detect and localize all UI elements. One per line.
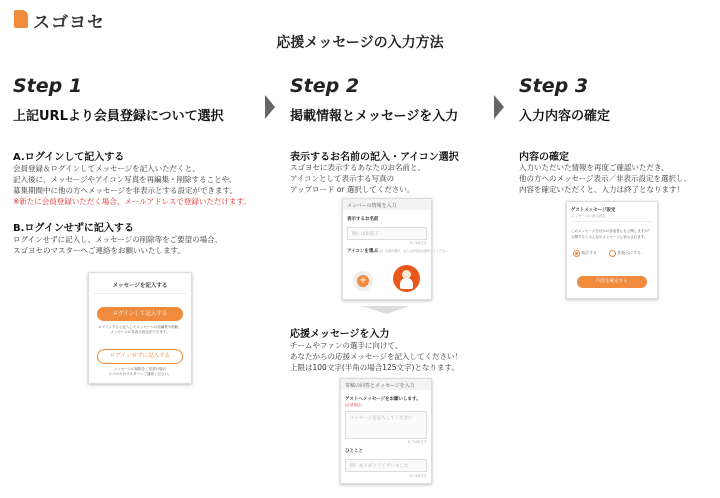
message-textarea[interactable] <box>345 411 427 439</box>
hide-option-label: 非表示にする <box>617 250 641 255</box>
confirm-description <box>519 162 691 195</box>
text-line: 記入後に、メッセージやアイコン写真を再編集・削除することや、 <box>13 175 237 184</box>
login-note: ログインすると記入したメッセージの再編集や削除、 <box>98 325 182 329</box>
icon-upload-slot[interactable] <box>353 271 373 291</box>
message-title: 応援メッセージを入力 <box>290 329 390 340</box>
name-input[interactable] <box>347 227 427 240</box>
add-icon[interactable]: + <box>358 275 368 286</box>
login-note: メッセージの非表示設定ができます。 <box>110 330 170 334</box>
step-3-subtitle: 入力内容の確定 <box>519 109 611 124</box>
name-placeholder: 例）山田花子 <box>352 232 379 237</box>
message-description <box>290 340 462 373</box>
text-line: スゴヨセのマスターへご連絡をお願いいたします。 <box>13 246 185 255</box>
text-line: アイコンとして表示する写真の <box>290 174 395 183</box>
card-subtitle: メッセージの表示設定 <box>571 214 606 218</box>
visibility-description: 公開するとみんなのメッセージに表示されます。 <box>571 235 648 239</box>
card-header-text: メンバーの情報を入力 <box>347 203 397 209</box>
down-arrow-icon <box>362 306 410 314</box>
guest-option-description <box>13 234 222 256</box>
name-icon-title: 表示するお名前の記入・アイコン選択 <box>290 152 459 163</box>
guest-option-title: B.ログインせずに記入する <box>13 223 134 234</box>
visibility-description: このメッセージをほかの参加者にも公開しますか？ <box>571 229 652 233</box>
icon-note: （任意）写真を選択、または背景色を選択してください <box>373 249 449 253</box>
text-line: あなたからの応援メッセージを記入してください！ <box>290 352 463 361</box>
icon-label: アイコンを選ぶ <box>347 249 378 254</box>
divider <box>571 221 653 222</box>
login-option-title: A.ログインして記入する <box>13 152 125 163</box>
text-line: 会員登録＆ログインしてメッセージを記入いただくと、 <box>13 164 200 173</box>
divider <box>93 293 187 294</box>
guest-write-button[interactable]: ログインせずに記入する <box>97 349 183 364</box>
message-placeholder: メッセージを記入してください <box>350 416 413 421</box>
required-note: (必須項目) <box>345 403 362 407</box>
hide-radio[interactable] <box>609 250 616 257</box>
step-2-label: Step 2 <box>290 75 360 97</box>
message-question: ゲストへメッセージをお願いします。 <box>345 397 421 402</box>
guest-note: スゴヨセのマスターへご連絡ください。 <box>108 372 172 376</box>
card-title: メッセージを記入する <box>112 283 168 289</box>
confirm-title: 内容の確定 <box>519 152 569 163</box>
avatar-body <box>400 278 413 289</box>
page-title: 応援メッセージの入力方法 <box>276 35 444 51</box>
step-arrow-icon <box>265 95 275 119</box>
signature-input[interactable] <box>345 459 427 472</box>
selected-avatar-icon[interactable] <box>393 265 420 292</box>
text-line: 入力いただいた情報を再度ご確認いただき、 <box>519 163 669 172</box>
step-1-label: Step 1 <box>13 75 83 97</box>
text-line: 募集期間中に他の方へメッセージを非表示とする設定ができます。 <box>13 186 237 195</box>
text-line: 他の方へのメッセージ表示／非表示設定を選択し、 <box>519 174 692 183</box>
registration-note: ※新たに会員登録いただく場合、メールアドレスで登録いただけます。 <box>13 197 251 206</box>
text-line: スゴヨセに表示するあなたのお名前と、 <box>290 163 425 172</box>
text-line: 内容を確定いただくと、入力は終了となります！ <box>519 185 684 194</box>
message-settings-card <box>566 201 658 299</box>
text-line: アップロード or 選択してください。 <box>290 185 415 194</box>
card-title: ゲストメッセージ設定 <box>571 208 616 213</box>
signature-placeholder: 例）ありがとうございました <box>350 464 409 469</box>
member-info-card <box>342 198 449 300</box>
step-arrow-icon <box>494 95 504 119</box>
show-radio[interactable] <box>573 250 580 257</box>
step-2-subtitle: 掲載情報とメッセージを入力 <box>290 109 459 124</box>
login-option-description <box>13 163 251 207</box>
name-counter: 0／20文字 <box>409 241 427 245</box>
logo-text: スゴヨセ <box>33 13 105 33</box>
signature-label: ひとこと <box>345 449 363 454</box>
name-icon-description <box>290 162 425 195</box>
step-1-subtitle: 上記URLより会員登録について選択 <box>13 109 224 124</box>
card-header-text: 寄稿の回答とメッセージを入力 <box>345 383 415 389</box>
message-input-card <box>340 378 432 484</box>
logo-icon <box>14 10 28 28</box>
signature-counter: 0／20文字 <box>409 474 427 478</box>
message-counter: 0／100文字 <box>407 440 427 444</box>
show-option-label: 表示する <box>581 250 597 255</box>
guest-note: メッセージの削除をご希望の場合 <box>113 367 167 371</box>
login-write-button[interactable]: ログインして記入する <box>97 307 183 321</box>
step-3-label: Step 3 <box>519 75 589 97</box>
text-line: ログインせずに記入し、メッセージの削除等をご要望の場合、 <box>13 235 223 244</box>
text-line: チームやファンの選手に向けて、 <box>290 341 403 350</box>
message-limit: 上限は100文字(半角の場合125文字)となります。 <box>290 363 459 372</box>
write-message-card <box>88 272 192 384</box>
name-label: 表示するお名前 <box>347 217 379 222</box>
confirm-button[interactable]: 内容を確定する <box>577 276 647 288</box>
